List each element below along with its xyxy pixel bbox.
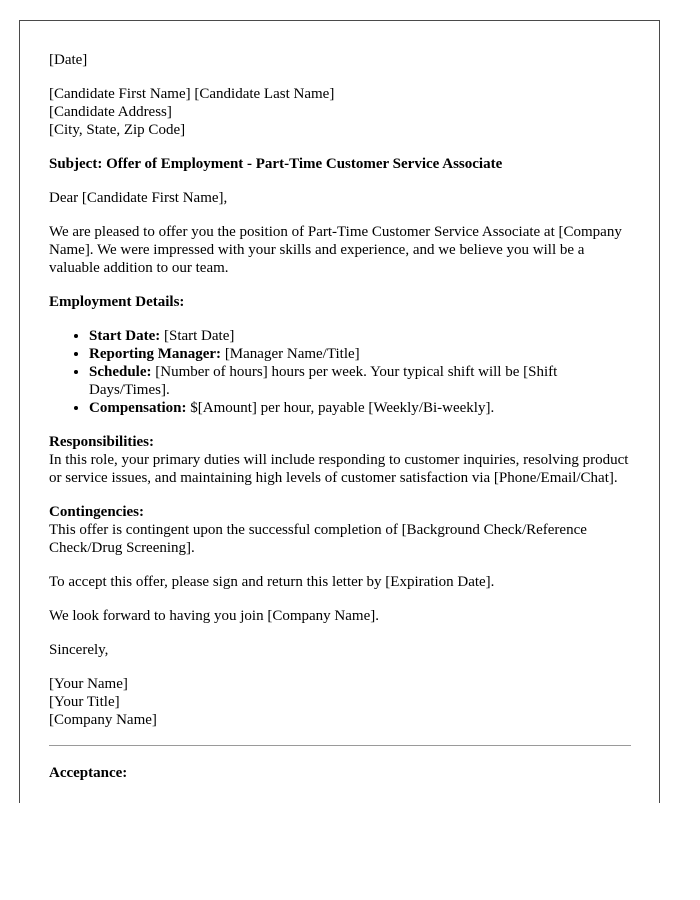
responsibilities-text: In this role, your primary duties will include responding to customer inquiries, resolving product or service issues, and maintaining high levels of customer satisfaction via [Phone/Email/Chat].	[49, 452, 629, 486]
detail-value: [Start Date]	[163, 328, 235, 344]
letter-subject: Subject: Offer of Employment - Part-Time Customer Service Associate	[49, 156, 503, 172]
detail-value: $[Amount] per hour, payable [Weekly/Bi-weekly].	[190, 400, 495, 416]
sender-title: [Your Title]	[49, 694, 120, 710]
list-item	[89, 345, 631, 363]
offer-letter	[19, 20, 660, 803]
detail-label: Start Date:	[89, 328, 161, 344]
detail-value: [Number of hours] hours per week. Your typical shift will be [Shift Days/Times].	[89, 364, 558, 398]
section-divider	[49, 745, 631, 746]
detail-label: Schedule:	[89, 364, 152, 380]
sender-name: [Your Name]	[49, 676, 128, 692]
list-item	[89, 399, 631, 417]
employment-details-title: Employment Details:	[49, 294, 185, 310]
sender-block	[49, 675, 631, 729]
list-item	[89, 327, 631, 345]
detail-label: Reporting Manager:	[89, 346, 222, 362]
list-item	[89, 363, 631, 399]
sender-company: [Company Name]	[49, 712, 157, 728]
acceptance-instructions: To accept this offer, please sign and return this letter by [Expiration Date].	[49, 574, 495, 590]
contingencies-text: This offer is contingent upon the successful completion of [Background Check/Reference Check/Drug Screening].	[49, 522, 587, 556]
contingencies-title: Contingencies:	[49, 504, 144, 520]
responsibilities-section	[49, 433, 631, 487]
sign-off: Sincerely,	[49, 642, 109, 658]
recipient-name: [Candidate First Name] [Candidate Last Name]	[49, 86, 335, 102]
detail-value: [Manager Name/Title]	[224, 346, 360, 362]
contingencies-section	[49, 503, 631, 557]
detail-label: Compensation:	[89, 400, 187, 416]
intro-paragraph: We are pleased to offer you the position of Part-Time Customer Service Associate at [Company Name]. We were impressed with your skills and experience, and we believe you will be a valuable addition to our team.	[49, 224, 622, 276]
recipient-city: [City, State, Zip Code]	[49, 122, 186, 138]
employment-details-list	[49, 327, 631, 417]
closing-line: We look forward to having you join [Company Name].	[49, 608, 379, 624]
salutation: Dear [Candidate First Name],	[49, 190, 228, 206]
responsibilities-title: Responsibilities:	[49, 434, 155, 450]
recipient-address: [Candidate Address]	[49, 104, 172, 120]
recipient-address-block	[49, 85, 631, 139]
acceptance-title: Acceptance:	[49, 765, 128, 781]
letter-date: [Date]	[49, 52, 88, 68]
